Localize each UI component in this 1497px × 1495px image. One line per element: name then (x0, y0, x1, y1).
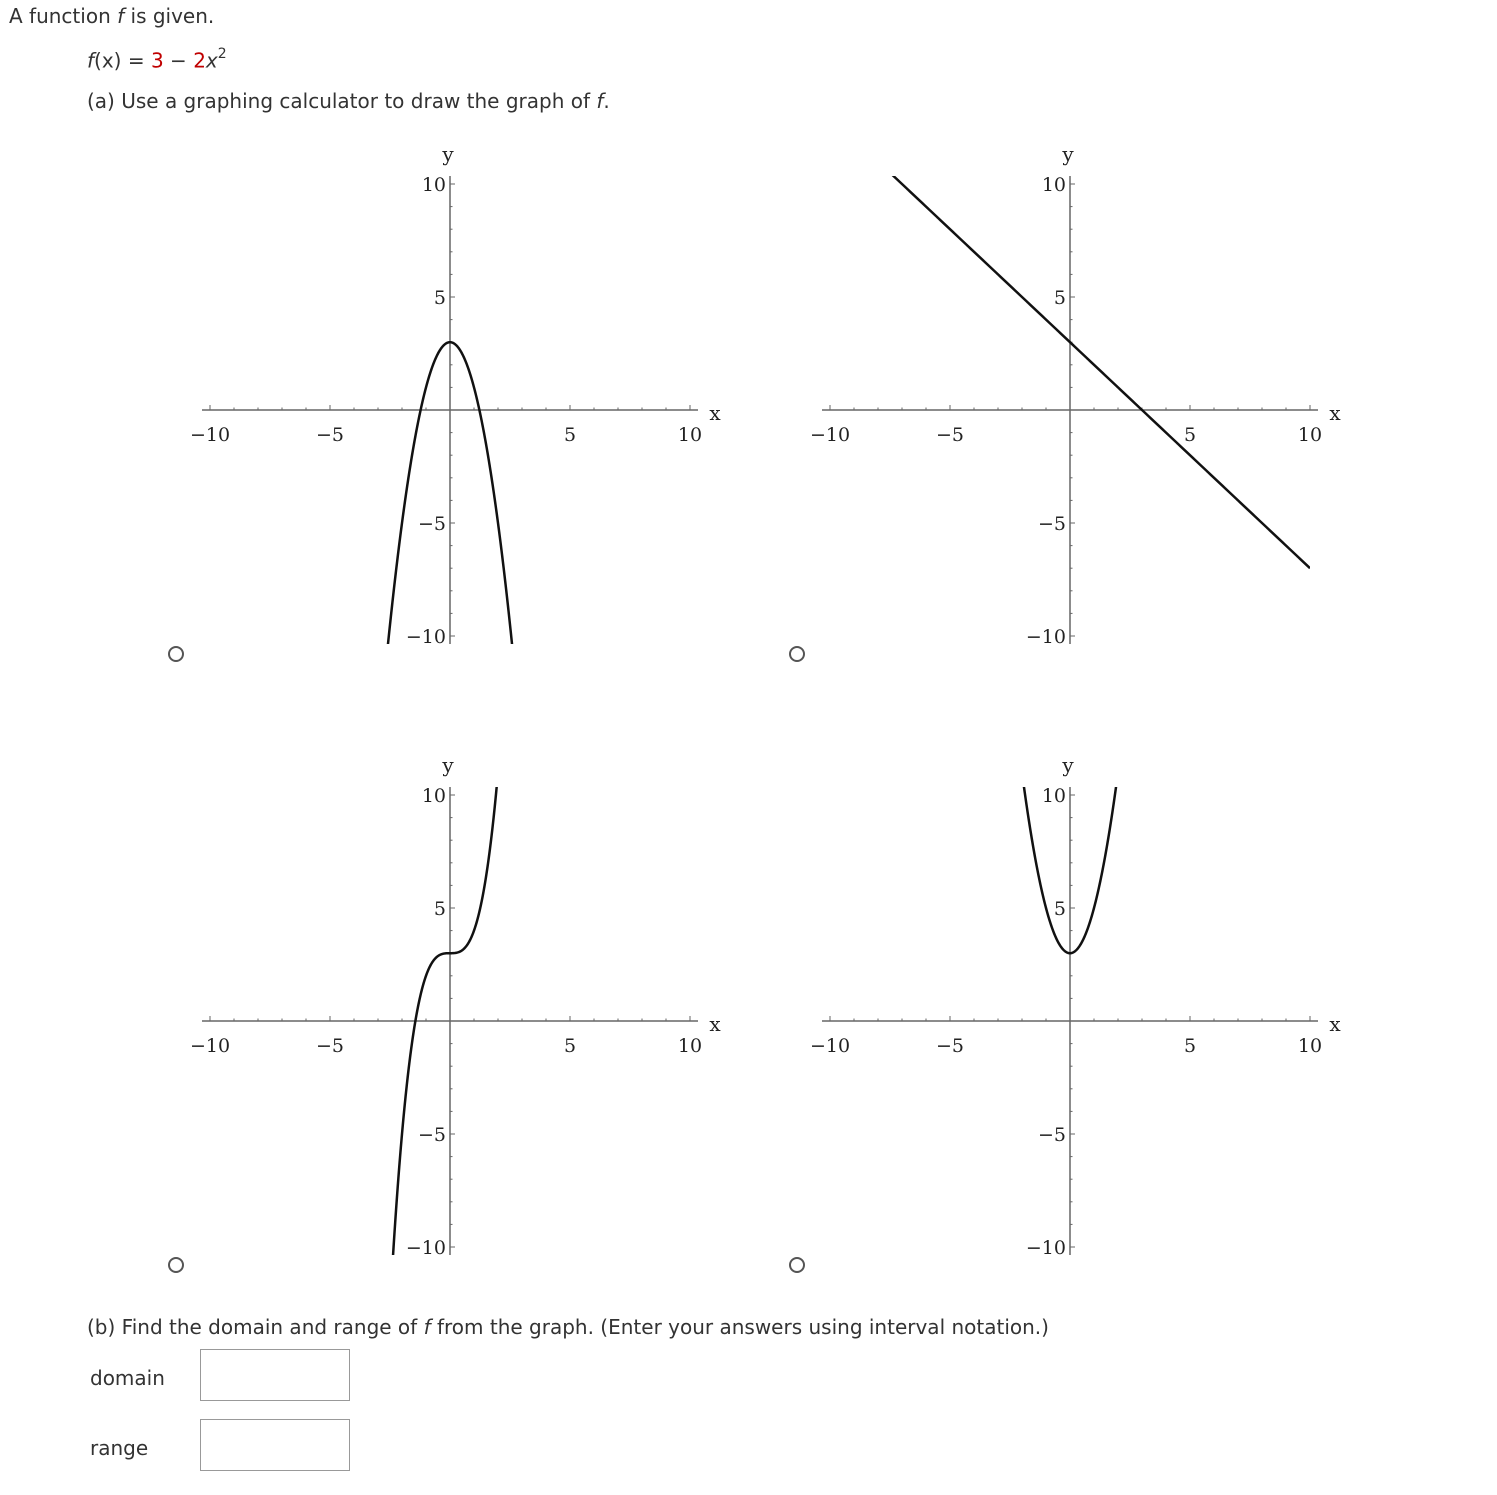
part-a-function-name: f (596, 89, 604, 113)
formula-variable: x (205, 48, 218, 73)
y-tick-label: 10 (1041, 174, 1066, 196)
range-label: range (90, 1436, 149, 1460)
y-tick-label: 5 (433, 898, 446, 920)
part-b-text: (b) Find the domain and range of (87, 1315, 424, 1339)
y-axis-label: y (442, 753, 454, 777)
y-axis-label: y (1062, 753, 1074, 777)
function-formula (87, 48, 227, 73)
x-tick-label: −5 (315, 1035, 345, 1057)
x-tick-label: 5 (563, 1035, 577, 1057)
x-tick-label: 10 (1297, 424, 1323, 446)
x-tick-label: 10 (1297, 1035, 1323, 1057)
x-tick-label: −5 (315, 424, 345, 446)
formula-exponent: 2 (217, 46, 227, 62)
x-tick-label: −10 (809, 424, 851, 446)
y-tick-label: −5 (417, 513, 446, 535)
intro-function-name: f (117, 4, 125, 28)
y-tick-label: −5 (417, 1124, 446, 1146)
x-tick-label: 5 (1183, 1035, 1197, 1057)
range-input[interactable] (200, 1419, 350, 1471)
y-tick-label: 10 (421, 785, 446, 807)
x-tick-label: −10 (809, 1035, 851, 1057)
formula-coefficient: 2 (193, 48, 206, 73)
formula-minus: − (163, 48, 194, 73)
y-tick-label: 10 (1041, 785, 1066, 807)
graph-option-3[interactable] (180, 736, 740, 1281)
x-axis-label: x (1329, 1012, 1341, 1036)
x-tick-label: 5 (1183, 424, 1197, 446)
y-tick-label: −10 (405, 1237, 446, 1259)
intro-text: A function (9, 4, 118, 28)
intro-text-end: is given. (124, 4, 215, 28)
graph-option-4[interactable] (800, 736, 1360, 1281)
y-tick-label: 5 (1053, 898, 1066, 920)
part-a-prompt (87, 89, 610, 113)
part-b-prompt (87, 1315, 1049, 1339)
y-tick-label: −5 (1037, 513, 1066, 535)
formula-f: f (87, 48, 95, 73)
x-tick-label: −5 (935, 1035, 965, 1057)
x-axis-label: x (709, 1012, 721, 1036)
y-tick-label: 5 (433, 287, 446, 309)
formula-lhs: (x) = (94, 48, 151, 73)
y-axis-label: y (442, 142, 454, 166)
part-a-text: (a) Use a graphing calculator to draw the graph of (87, 89, 597, 113)
part-a-text-end: . (603, 89, 610, 113)
graph-option-1[interactable] (180, 125, 740, 670)
x-tick-label: 10 (677, 1035, 703, 1057)
part-b-function-name: f (423, 1315, 431, 1339)
x-axis-label: x (709, 401, 721, 425)
x-tick-label: −10 (189, 424, 231, 446)
y-tick-label: −5 (1037, 1124, 1066, 1146)
x-tick-label: 5 (563, 424, 577, 446)
problem-intro (9, 4, 214, 28)
x-tick-label: −5 (935, 424, 965, 446)
x-axis-label: x (1329, 401, 1341, 425)
y-tick-label: −10 (1025, 626, 1066, 648)
y-tick-label: 5 (1053, 287, 1066, 309)
domain-input[interactable] (200, 1349, 350, 1401)
y-axis-label: y (1062, 142, 1074, 166)
x-tick-label: −10 (189, 1035, 231, 1057)
y-tick-label: −10 (1025, 1237, 1066, 1259)
y-tick-label: 10 (421, 174, 446, 196)
y-tick-label: −10 (405, 626, 446, 648)
x-tick-label: 10 (677, 424, 703, 446)
domain-label: domain (90, 1366, 165, 1390)
part-b-text-end: from the graph. (Enter your answers using interval notation.) (430, 1315, 1049, 1339)
formula-constant: 3 (150, 48, 164, 73)
graph-option-2[interactable] (800, 125, 1360, 670)
